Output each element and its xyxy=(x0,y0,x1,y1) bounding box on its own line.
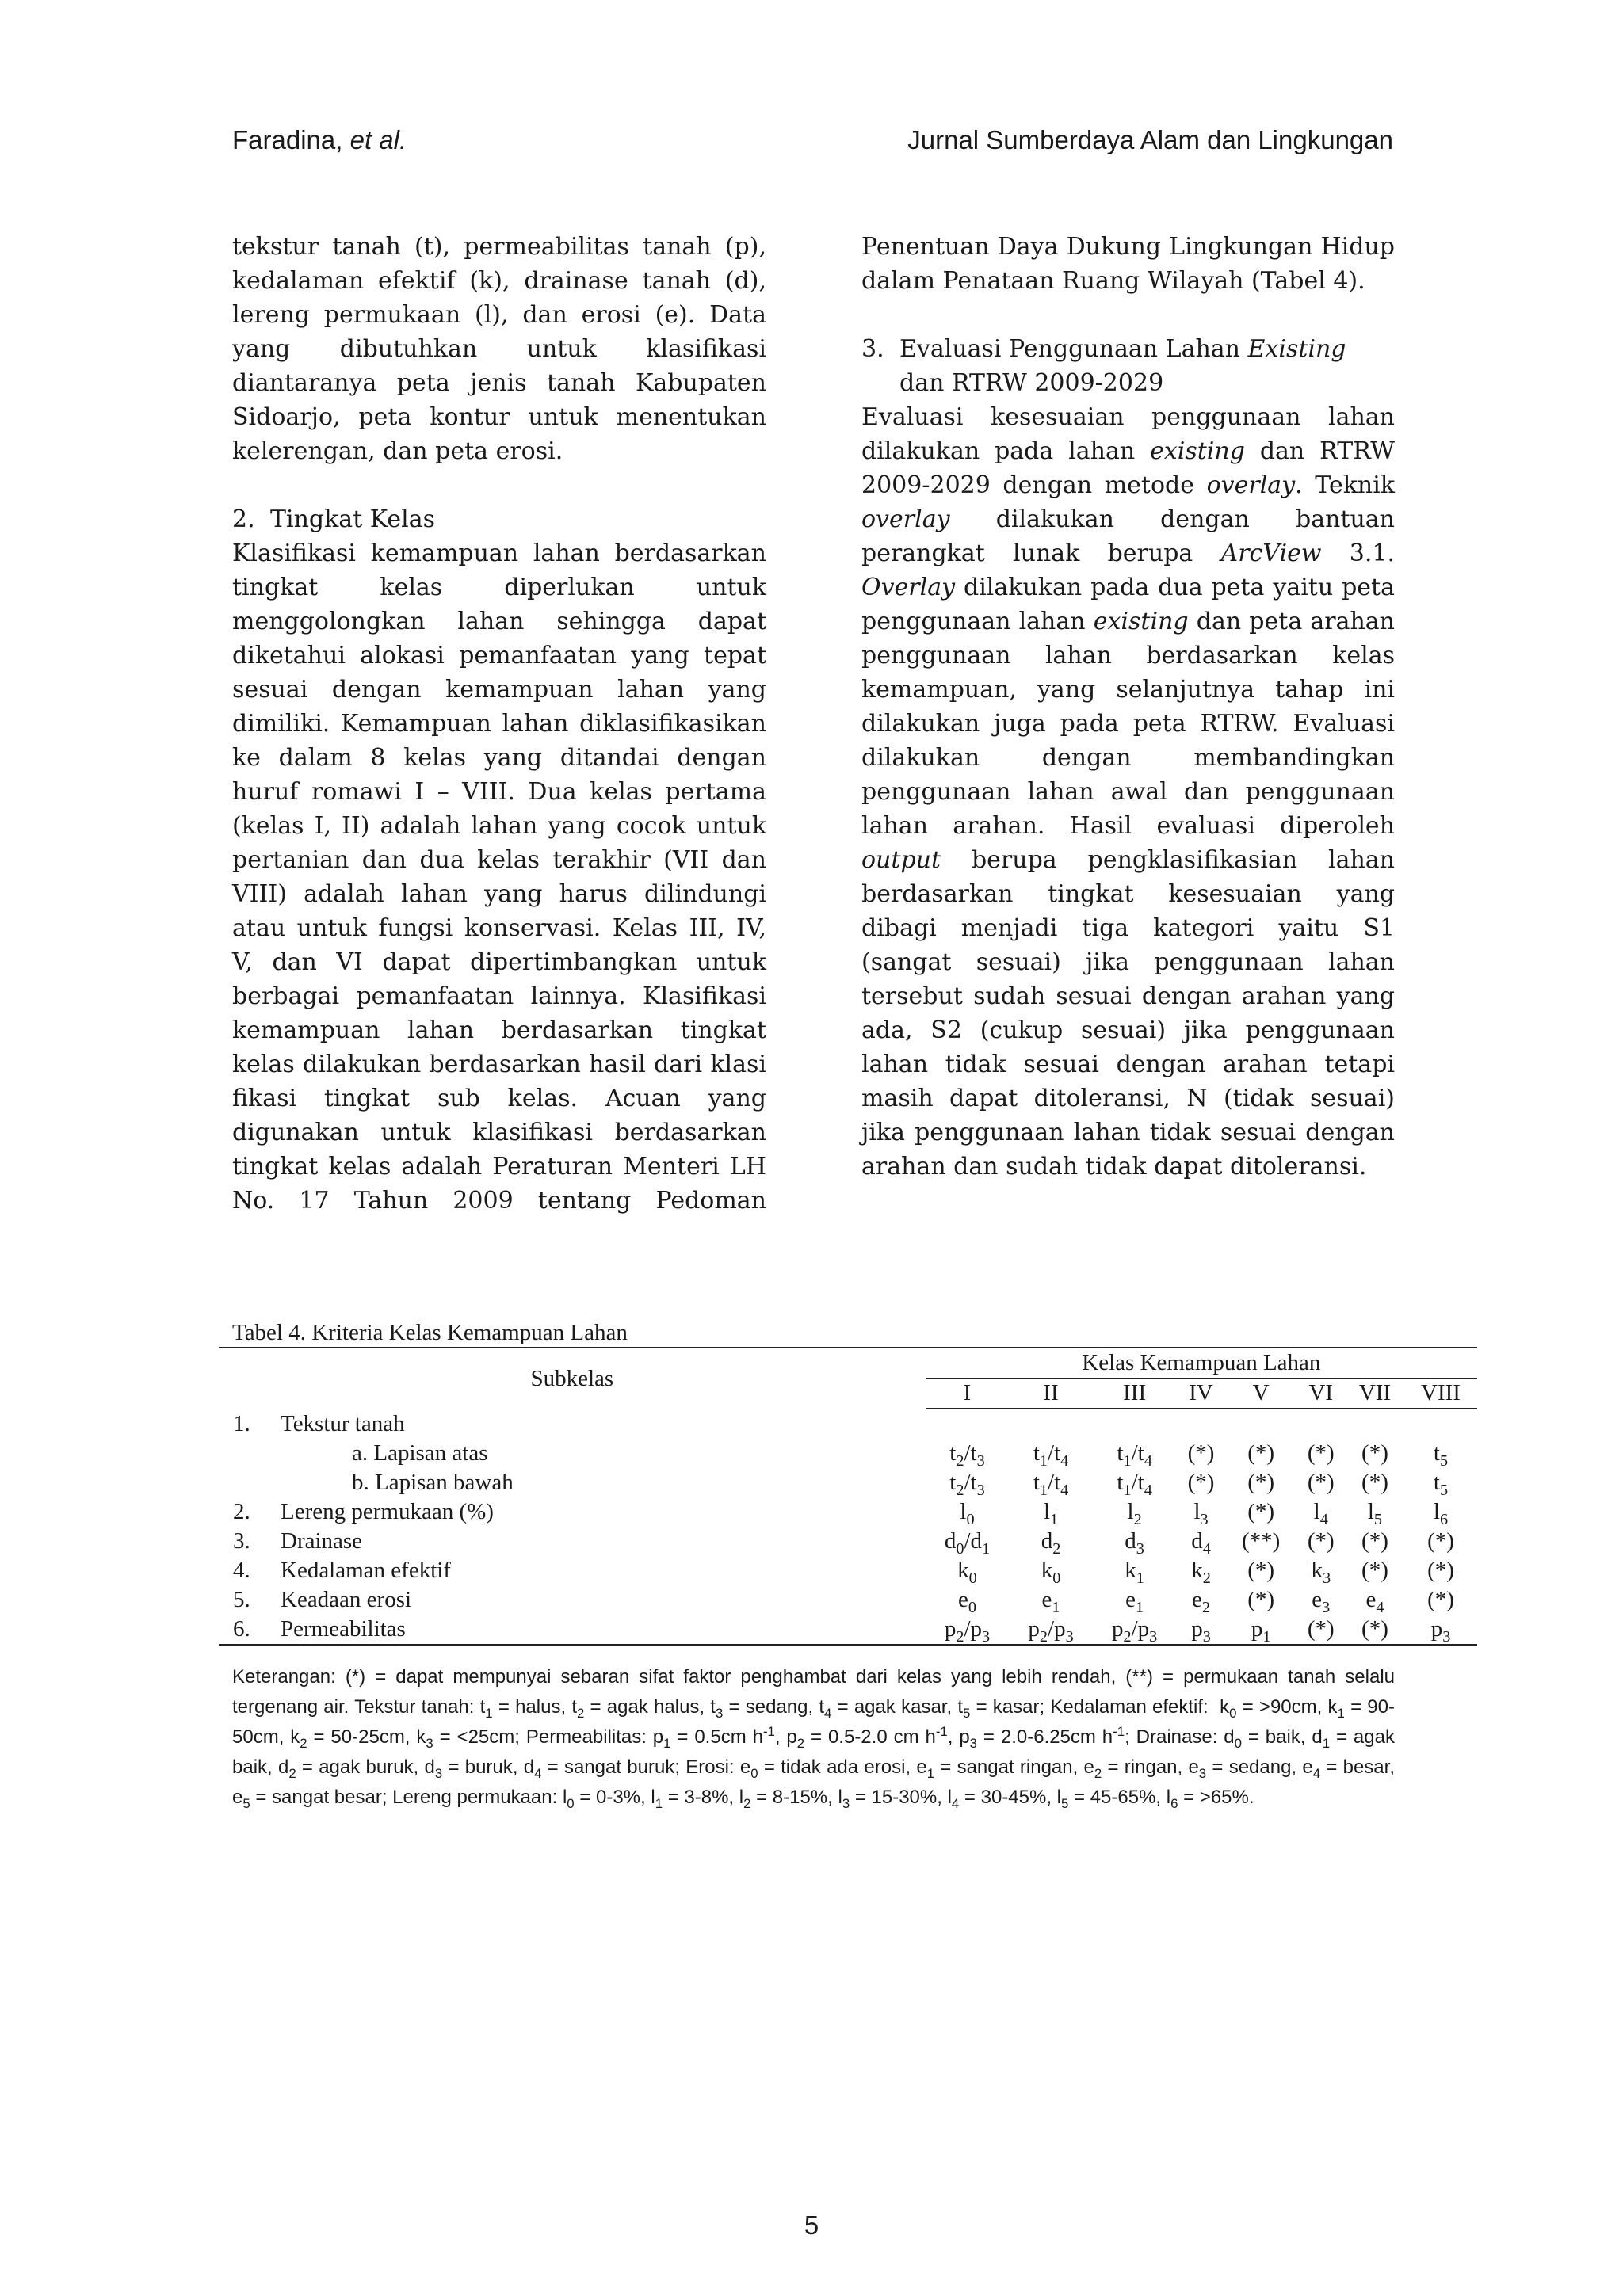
row-label: Permeabilitas xyxy=(281,1615,926,1645)
table-cell: $t_1/t_4$ xyxy=(1033,1440,1069,1470)
table-cell: $l_2$ xyxy=(1127,1499,1142,1528)
table-row xyxy=(219,1409,1477,1439)
paragraph: tekstur tanah (t), permeabilitas tanah (p), kedalaman efektif (k), drainase tanah (d), lereng permukaan (l), dan erosi (e). Data yang dibutuhkan untuk klasifikasi diantaranya peta jenis tanah Kabupaten Sidoarjo, peta kontur untuk menentukan kelerengan, dan peta erosi. xyxy=(232,233,766,465)
section-number: 2. xyxy=(232,505,255,533)
table-row xyxy=(219,1497,1477,1527)
table-body xyxy=(219,1409,1477,1645)
table-cell: $k_2$ xyxy=(1191,1558,1211,1587)
table-cell: $p_2/p_3$ xyxy=(926,1615,1010,1645)
row-label: Tekstur tanah xyxy=(281,1410,405,1436)
row-number xyxy=(219,1439,281,1468)
table-cell: $d_0/d_1$ xyxy=(944,1528,991,1558)
table-cell: $d_3$ xyxy=(1125,1528,1144,1558)
table-cell: (*) xyxy=(1427,1558,1454,1583)
table-cell: $t_1/t_4$ xyxy=(1117,1440,1152,1470)
row-label: a. Lapisan atas xyxy=(352,1440,488,1466)
table-cell: (*) xyxy=(1307,1470,1335,1495)
table-cell: (*) xyxy=(1361,1470,1388,1495)
row-label: Drainase xyxy=(281,1528,363,1554)
table-cell: $p_3$ xyxy=(1176,1615,1225,1645)
section-heading xyxy=(232,502,766,536)
table-cell: (*) xyxy=(1187,1470,1215,1495)
table-cell: $e_2$ xyxy=(1192,1587,1211,1616)
table-cell: (*) xyxy=(1187,1440,1215,1466)
right-column xyxy=(861,230,1395,1184)
table-cell: $t_5$ xyxy=(1433,1440,1449,1470)
table-cell xyxy=(1404,1409,1477,1439)
header-group: Kelas Kemampuan Lahan xyxy=(926,1348,1477,1379)
table-cell: $t_2/t_3$ xyxy=(949,1440,985,1470)
table-row xyxy=(219,1468,1477,1497)
table-cell: $p_2/p_3$ xyxy=(1009,1615,1093,1645)
table-cell xyxy=(1176,1409,1225,1439)
table-cell: $t_1/t_4$ xyxy=(1117,1470,1152,1499)
table-cell: (*) xyxy=(1307,1440,1335,1466)
table-notes: Keterangan: (*) = dapat mempunyai sebaran sifat faktor penghambat dari kelas yang lebih rendah, (**) = permukaan tanah selalu tergenang air. Tekstur tanah: $t_1$ = halus, $t_2$ = agak halus, $t_3$ = sedang, $t_4$ = agak kasar, $t_5$ = kasar; Kedalaman efektif: $k_0 = >90cm$, $k_1 = 90-50cm$, $k_2 = 50-25cm$, $k_3 = <25cm$; Permeabilitas: $p_1 = 0.5cm$ $h^{-1}$, $p_2 = 0.5-2.0$ cm $h^{-1}$, $p_3 = 2.0-6.25cm$ $h^{-1}$; Drainase: $d_0$ = baik, $d_1$ = agak baik, $d_2$ = agak buruk, $d_3$ = buruk, $d_4$ = sangat buruk; Erosi: $e_0$ = tidak ada erosi, $e_1$ = sangat ringan, $e_2$ = ringan, $e_3$ = sedang, $e_4$ = besar, $e_5$ = sangat besar; Lereng permukaan: $l_0 = 0-3\%$, $l_1 = 3-8\%$, $l_2 = 8-15\%$, $l_3 = 15-30\%$, $l_4 = 30-45\%$, $l_5 = 45-65\%$, $l_6 = >65\%$. xyxy=(232,1666,1395,1811)
running-header-author xyxy=(232,125,407,155)
table-cell: (*) xyxy=(1361,1528,1388,1554)
section-heading xyxy=(861,332,1395,400)
table-cell: $l_0$ xyxy=(960,1499,975,1528)
section-title: Evaluasi Penggunaan Lahan Existing xyxy=(899,335,1346,363)
table-cell: (*) xyxy=(1247,1558,1275,1583)
table-cell xyxy=(926,1409,1010,1439)
table-cell: $e_1$ xyxy=(1041,1587,1060,1616)
et-al-text: et al. xyxy=(349,125,407,154)
table-cell: (*) xyxy=(1247,1587,1275,1612)
table-cell: (*) xyxy=(1361,1440,1388,1466)
table-cell: $e_0$ xyxy=(957,1587,976,1616)
criteria-table xyxy=(219,1347,1477,1646)
row-number: 3. xyxy=(233,1528,250,1554)
table-cell: $d_2$ xyxy=(1041,1528,1061,1558)
row-label: Keadaan erosi xyxy=(281,1587,412,1612)
row-label: b. Lapisan bawah xyxy=(352,1470,514,1495)
table-cell: (*) xyxy=(1296,1615,1346,1645)
table-cell: $t_5$ xyxy=(1433,1470,1449,1499)
section-title: Tingkat Kelas xyxy=(270,505,436,533)
table-cell: $e_1$ xyxy=(1125,1587,1144,1616)
section-title-cont: dan RTRW 2009-2029 xyxy=(899,369,1164,397)
table-cell xyxy=(1093,1409,1177,1439)
table-cell: $t_1/t_4$ xyxy=(1033,1470,1069,1499)
paragraph: Penentuan Daya Dukung Lingkungan Hidup dalam Penataan Ruang Wilayah (Tabel 4). xyxy=(861,233,1395,295)
row-number: 6. xyxy=(219,1615,281,1645)
table-cell: $l_5$ xyxy=(1367,1499,1383,1528)
table-cell: $p_3$ xyxy=(1404,1615,1477,1645)
table-cell xyxy=(1296,1409,1346,1439)
row-label: Kedalaman efektif xyxy=(281,1558,451,1583)
table-cell: $k_0$ xyxy=(957,1558,977,1587)
table-row xyxy=(219,1527,1477,1556)
table-cell: (*) xyxy=(1361,1558,1388,1583)
table-cell: $d_4$ xyxy=(1191,1528,1211,1558)
table-row xyxy=(219,1615,1477,1645)
class-header: V xyxy=(1226,1379,1296,1409)
class-header: III xyxy=(1093,1379,1177,1409)
paragraph: Evaluasi kesesuaian penggunaan lahan dilakukan pada lahan existing dan RTRW 2009-2029 dengan metode overlay. Teknik overlay dilakukan dengan bantuan perangkat lunak berupa ArcView 3.1. Overlay dilakukan pada dua peta yaitu peta penggunaan lahan existing dan peta arahan penggunaan lahan berdasarkan kelas kemampuan, yang selanjutnya tahap ini dilakukan juga pada peta RTRW. Evaluasi dilakukan dengan membandingkan penggunaan lahan awal dan penggunaan lahan arahan. Hasil evaluasi diperoleh output berupa pengklasifikasian lahan berdasarkan tingkat kesesuaian yang dibagi menjadi tiga kategori yaitu S1 (sangat sesuai) jika penggunaan lahan tersebut sudah sesuai dengan arahan yang ada, S2 (cukup sesuai) jika penggunaan lahan tidak sesuai dengan arahan tetapi masih dapat ditoleransi, N (tidak sesuai) jika penggunaan lahan tidak sesuai dengan arahan dan sudah tidak dapat ditoleransi. xyxy=(861,403,1396,1180)
left-column xyxy=(232,230,766,1218)
table-caption: Tabel 4. Kriteria Kelas Kemampuan Lahan xyxy=(232,1320,628,1345)
table-row xyxy=(219,1585,1477,1615)
table-cell: $p_2/p_3$ xyxy=(1093,1615,1177,1645)
table-cell: $k_0$ xyxy=(1041,1558,1061,1587)
header-subkelas: Subkelas xyxy=(219,1348,926,1409)
table-cell: $k_1$ xyxy=(1125,1558,1144,1587)
table-cell: $l_3$ xyxy=(1193,1499,1209,1528)
table-cell: $k_3$ xyxy=(1311,1558,1331,1587)
class-header: II xyxy=(1009,1379,1093,1409)
class-header: VIII xyxy=(1404,1379,1477,1409)
row-label: Lereng permukaan (%) xyxy=(281,1499,494,1524)
table-cell xyxy=(1346,1409,1404,1439)
table-cell: (*) xyxy=(1346,1615,1404,1645)
table-cell: $l_6$ xyxy=(1433,1499,1449,1528)
table-cell: $e_4$ xyxy=(1365,1587,1384,1616)
paragraph: Klasifikasi kemampuan lahan berdasarkan tingkat kelas diperlukan untuk menggolongkan lahan sehingga dapat diketahui alokasi pemanfaatan yang tepat sesuai dengan kemampuan lahan yang dimiliki. Kemampuan lahan diklasifikasikan ke dalam 8 kelas yang ditandai dengan huruf romawi I – VIII. Dua kelas pertama (kelas I, II) adalah lahan yang cocok untuk pertanian dan dua kelas terakhir (VII dan VIII) adalah lahan yang harus dilindungi atau untuk fungsi konservasi. Kelas III, IV, V, dan VI dapat dipertimbangkan untuk berbagai pemanfaatan lainnya. Klasifikasi kemampuan lahan berdasarkan tingkat kelas dilakukan berdasarkan hasil dari klasi fikasi tingkat sub kelas. Acuan yang digunakan untuk klasifikasi berdasarkan tingkat kelas adalah Peraturan Menteri LH No. 17 Tahun 2009 tentang Pedoman xyxy=(232,540,766,1215)
row-number xyxy=(219,1468,281,1497)
table-cell: (*) xyxy=(1247,1440,1275,1466)
section-number: 3. xyxy=(861,335,884,363)
row-number: 2. xyxy=(233,1499,250,1524)
running-header-journal: Jurnal Sumberdaya Alam dan Lingkungan xyxy=(907,125,1393,154)
row-number: 5. xyxy=(233,1587,250,1612)
class-header: I xyxy=(926,1379,1010,1409)
table-cell: $l_4$ xyxy=(1313,1499,1328,1528)
author-text: Faradina, xyxy=(232,125,350,154)
class-header: IV xyxy=(1176,1379,1225,1409)
table-row xyxy=(219,1556,1477,1585)
class-header: VI xyxy=(1296,1379,1346,1409)
table-cell: (**) xyxy=(1241,1528,1281,1554)
table-row xyxy=(219,1439,1477,1468)
table-cell: $l_1$ xyxy=(1043,1499,1059,1528)
row-number: 4. xyxy=(233,1558,250,1583)
table-cell: $p_1$ xyxy=(1226,1615,1296,1645)
table-cell xyxy=(1226,1409,1296,1439)
table-cell: $e_3$ xyxy=(1312,1587,1331,1616)
table-cell xyxy=(1009,1409,1093,1439)
table-cell: (*) xyxy=(1427,1528,1454,1554)
table-cell: (*) xyxy=(1427,1587,1454,1612)
page-number: 5 xyxy=(804,2210,819,2240)
class-header: VII xyxy=(1346,1379,1404,1409)
table-cell: (*) xyxy=(1307,1528,1335,1554)
table-cell: $t_2/t_3$ xyxy=(949,1470,985,1499)
table-cell: (*) xyxy=(1247,1499,1275,1524)
table-cell: (*) xyxy=(1247,1470,1275,1495)
row-number: 1. xyxy=(233,1410,250,1436)
